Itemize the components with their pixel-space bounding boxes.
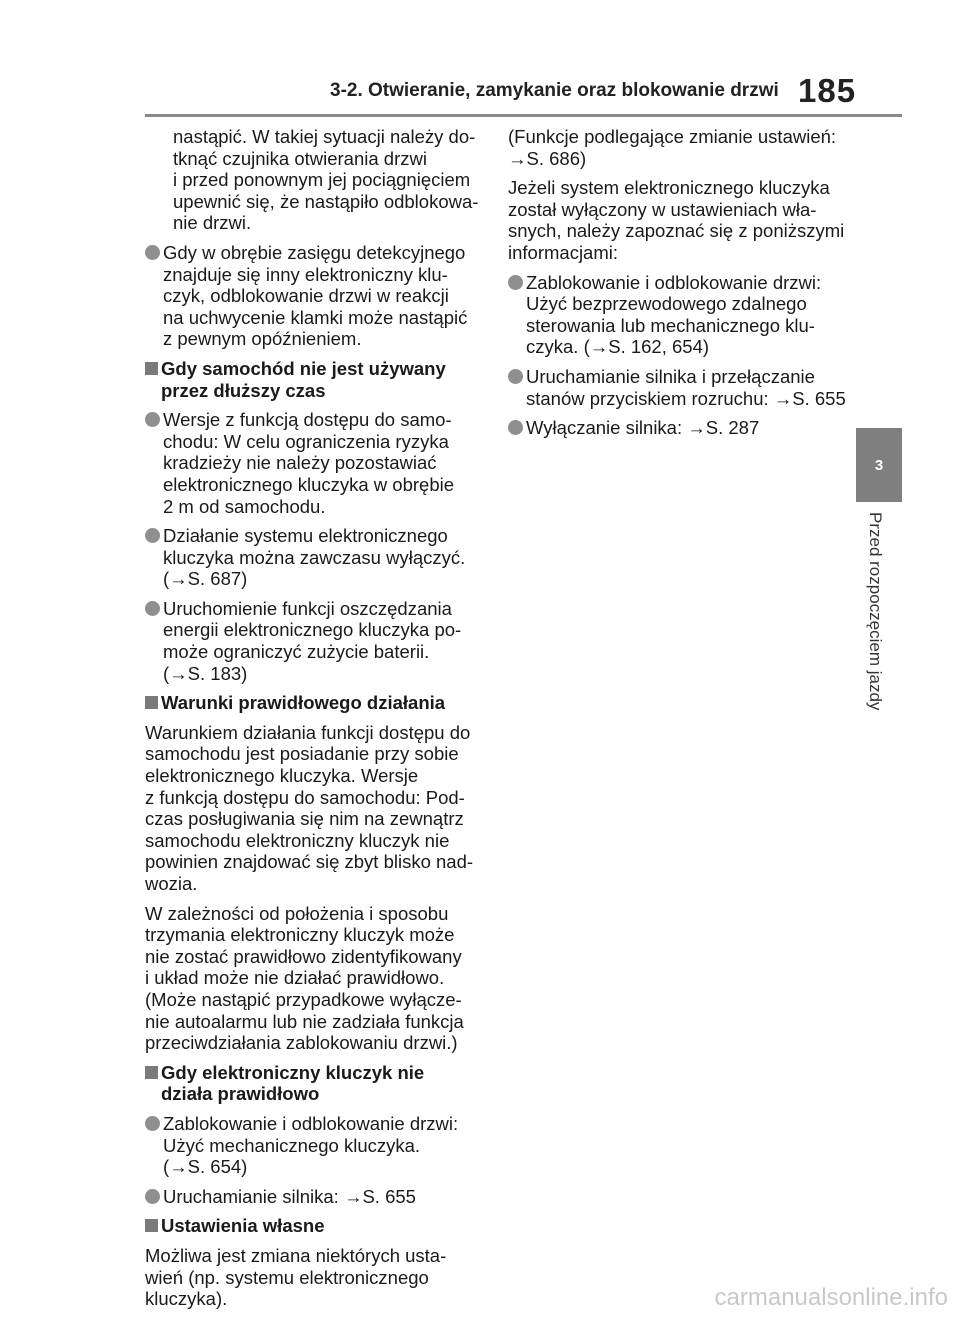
bullet-dot-icon xyxy=(145,528,160,543)
bullet-dot-icon xyxy=(508,369,523,384)
bullet-item xyxy=(508,417,853,439)
bullet-text: Uruchamianie silnika i przełączanie stanów przyciskiem rozruchu: →S. 655 xyxy=(526,365,846,409)
bullet-text: Zablokowanie i odblokowanie drzwi: Użyć bezprzewodowego zdalnego sterowania lub mechanicznego klu- czyka. (→S. 162, 654) xyxy=(526,271,822,358)
chapter-tab-number: 3 xyxy=(874,456,884,474)
bullet-text: Uruchamianie silnika: →S. 655 xyxy=(163,1185,416,1207)
page-number: 185 xyxy=(798,72,857,109)
paragraph: Warunkiem działania funkcji dostępu do samochodu jest posiadanie przy sobie elektronicznego kluczyka. Wersje z funkcją dostępu do samochodu: Pod- czas posługiwania się nim na zewnątrz samochodu elektroniczny kluczyk nie powinien znajdować się zbyt blisko nad- wozia. xyxy=(145,721,474,894)
left-text-column xyxy=(145,126,490,1318)
paragraph: Jeżeli system elektronicznego kluczyka został wyłączony w ustawieniach wła- snych, należy zapoznać się z poniższymi informacjami: xyxy=(508,177,845,263)
paragraph: Możliwa jest zmiana niektórych usta- wień (np. systemu elektronicznego kluczyka). xyxy=(145,1244,447,1310)
bullet-dot-icon xyxy=(145,601,160,616)
square-marker-icon xyxy=(145,362,158,375)
square-marker-icon xyxy=(145,1066,158,1079)
section-heading-text: Gdy samochód nie jest używany przez dłuższy czas xyxy=(161,357,446,401)
bullet-item xyxy=(145,1186,490,1208)
paragraph: (Funkcje podlegające zmianie ustawień: →S. 686) xyxy=(508,126,837,169)
paragraph: W zależności od położenia i sposobu trzymania elektroniczny kluczyk może nie zostać prawidłowo zidentyfikowany i układ może nie działać prawidłowo. (Może nastąpić przypadkowe wyłącze- nie autoalarmu lub nie zadziała funkcja przeciwdziałania zablokowaniu drzwi.) xyxy=(145,902,464,1054)
bullet-text: Wyłączanie silnika: →S. 287 xyxy=(526,417,760,439)
chapter-tab[interactable] xyxy=(856,428,902,502)
continued-paragraph: nastąpić. W takiej sytuacji należy do- tknąć czujnika otwierania drzwi i przed ponownym jej pociągnięciem upewnić się, że nastąpiło odblokowa- nie drzwi. xyxy=(173,126,479,234)
section-heading xyxy=(145,358,490,401)
bullet-text: Zablokowanie i odblokowanie drzwi: Użyć mechanicznego kluczyka. (→S. 654) xyxy=(163,1112,459,1178)
square-marker-icon xyxy=(145,696,158,709)
section-heading xyxy=(145,1062,490,1105)
bullet-item xyxy=(145,1113,490,1178)
section-header-title: 3-2. Otwieranie, zamykanie oraz blokowanie drzwi xyxy=(330,80,779,101)
watermark: carmanualsonline.info xyxy=(714,1284,948,1311)
bullet-text: Uruchomienie funkcji oszczędzania energii elektronicznego kluczyka po- może ograniczyć zużycie baterii. (→S. 183) xyxy=(163,597,462,684)
chapter-label-area xyxy=(856,512,902,742)
bullet-item xyxy=(145,409,490,517)
bullet-text: Gdy w obrębie zasięgu detekcyjnego znajduje się inny elektroniczny klu- czyk, odblokowanie drzwi w reakcji na uchwycenie klamki może nastąpić z pewnym opóźnieniem. xyxy=(163,241,468,350)
section-heading-text: Gdy elektroniczny kluczyk nie działa prawidłowo xyxy=(161,1061,425,1105)
bullet-text: Działanie systemu elektronicznego kluczyka można zawczasu wyłączyć. (→S. 687) xyxy=(163,525,466,590)
section-heading xyxy=(145,692,490,714)
bullet-item xyxy=(145,525,490,590)
bullet-dot-icon xyxy=(508,420,523,435)
section-heading-text: Warunki prawidłowego działania xyxy=(161,692,446,714)
bullet-dot-icon xyxy=(145,412,160,427)
bullet-dot-icon xyxy=(145,245,160,260)
bullet-item xyxy=(145,598,490,684)
header-divider xyxy=(145,114,902,117)
bullet-item xyxy=(508,272,853,358)
square-marker-icon xyxy=(145,1219,158,1232)
bullet-text: Wersje z funkcją dostępu do samo- chodu: W celu ograniczenia ryzyka kradzieży nie należy pozostawiać elektronicznego kluczyka w obrębie 2 m od samochodu. xyxy=(163,409,455,517)
bullet-dot-icon xyxy=(145,1116,160,1131)
bullet-item xyxy=(145,242,490,350)
right-text-column xyxy=(508,126,853,447)
bullet-item xyxy=(508,366,853,409)
section-heading xyxy=(145,1215,490,1237)
section-heading-text: Ustawienia własne xyxy=(161,1215,325,1237)
bullet-dot-icon xyxy=(508,275,523,290)
chapter-label: Przed rozpoczęciem jazdy xyxy=(866,512,885,711)
bullet-dot-icon xyxy=(145,1189,160,1204)
